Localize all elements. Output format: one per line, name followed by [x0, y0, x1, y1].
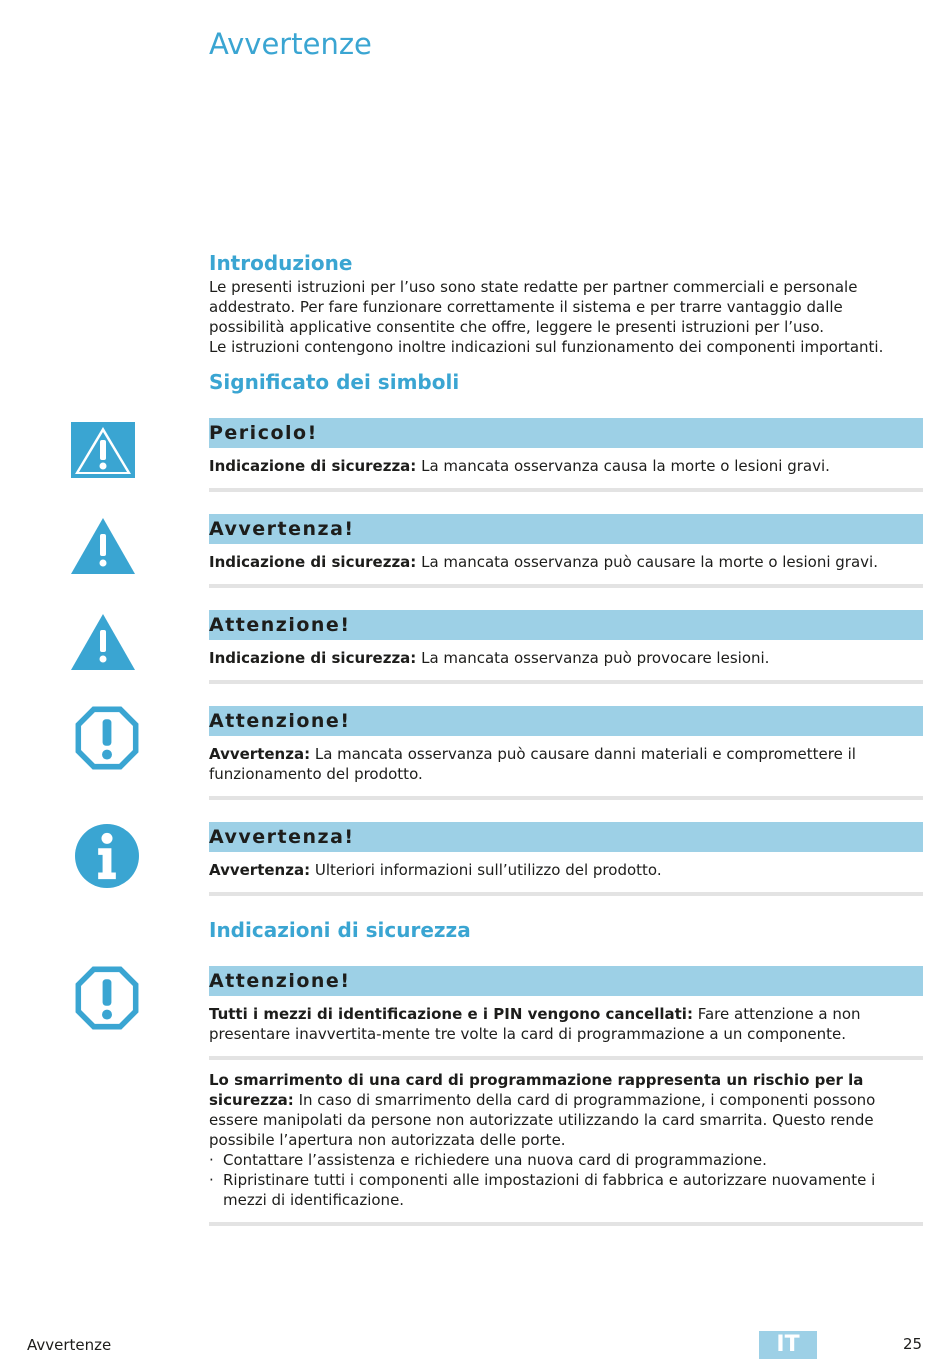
intro-paragraph-2: Le istruzioni contengono inoltre indicazioni sul funzionamento dei componenti importanti.	[209, 338, 884, 356]
symbol-description	[209, 456, 923, 476]
symbol-block-warning	[209, 514, 923, 588]
list-item: · Ripristinare tutti i componenti alle impostazioni di fabbrica e autorizzare nuovamente i mezzi di identificazione.	[209, 1170, 923, 1210]
symbol-text: La mancata osservanza può causare la morte o lesioni gravi.	[416, 553, 878, 571]
intro-paragraph-1: Le presenti istruzioni per l’uso sono state redatte per partner commerciali e personale addestrato. Per fare funzionare correttamente il sistema e per trarre vantaggio dalle possibilità applicative consentite che offre, leggere le presenti istruzioni per l’uso.	[209, 278, 858, 336]
separator	[209, 680, 923, 684]
page-title: Avvertenze	[209, 27, 372, 61]
danger-square-warning-icon	[71, 418, 135, 482]
safety-bullet-list	[209, 1150, 923, 1210]
symbol-text: Ulteriori informazioni sull’utilizzo del prodotto.	[310, 861, 662, 879]
safety-text-2: In caso di smarrimento della card di programmazione, i componenti possono essere manipolati da persone non autorizzate utilizzando la card smarrita. Questo rende possibile l’apertura non autorizzata delle porte.	[209, 1091, 876, 1149]
symbol-text: La mancata osservanza può provocare lesioni.	[416, 649, 770, 667]
symbol-label: Indicazione di sicurezza:	[209, 553, 417, 571]
safety-block	[209, 966, 923, 1226]
caution-triangle-icon	[71, 610, 135, 674]
symbol-description	[209, 744, 923, 784]
symbol-block-danger	[209, 418, 923, 492]
band-title: Attenzione!	[209, 610, 923, 640]
safety-heading: Indicazioni di sicurezza	[209, 918, 471, 942]
separator	[209, 1056, 923, 1060]
band-title: Attenzione!	[209, 966, 923, 996]
main-content	[209, 249, 923, 1226]
symbol-description	[209, 648, 923, 668]
safety-label-1: Tutti i mezzi di identificazione e i PIN vengono cancellati:	[209, 1005, 693, 1023]
octagon-exclamation-icon	[75, 966, 139, 1030]
separator	[209, 584, 923, 588]
band-title: Pericolo!	[209, 418, 923, 448]
band-title: Attenzione!	[209, 706, 923, 736]
band-title: Avvertenza!	[209, 822, 923, 852]
symbols-heading: Significato dei simboli	[209, 370, 460, 394]
safety-label-2: Lo smarrimento di una card di programmazione rappresenta un rischio per la sicurezza:	[209, 1071, 864, 1109]
separator	[209, 1222, 923, 1226]
symbol-description	[209, 552, 923, 572]
symbol-block-caution	[209, 610, 923, 684]
symbol-text: La mancata osservanza può causare danni materiali e compromettere il funzionamento del prodotto.	[209, 745, 856, 783]
info-circle-icon	[75, 824, 139, 888]
separator	[209, 488, 923, 492]
symbol-block-info	[209, 822, 923, 896]
symbol-description	[209, 860, 923, 880]
symbol-text: La mancata osservanza causa la morte o lesioni gravi.	[416, 457, 830, 475]
language-badge: IT	[759, 1331, 817, 1359]
page-number: 25	[903, 1335, 923, 1353]
separator	[209, 796, 923, 800]
octagon-exclamation-icon	[75, 706, 139, 770]
separator	[209, 892, 923, 896]
symbol-label: Avvertenza:	[209, 861, 311, 879]
symbol-label: Avvertenza:	[209, 745, 311, 763]
list-item: · Contattare l’assistenza e richiedere una nuova card di programmazione.	[209, 1150, 923, 1170]
footer-section-label: Avvertenze	[27, 1336, 112, 1354]
symbol-label: Indicazione di sicurezza:	[209, 649, 417, 667]
symbol-label: Indicazione di sicurezza:	[209, 457, 417, 475]
warning-triangle-icon	[71, 514, 135, 578]
symbol-block-notice	[209, 706, 923, 800]
band-title: Avvertenza!	[209, 514, 923, 544]
intro-heading: Introduzione	[209, 251, 353, 275]
safety-paragraph-1	[209, 1004, 923, 1044]
safety-paragraph-2	[209, 1070, 923, 1150]
safety-text-1: Fare attenzione a non presentare inavvertita-mente tre volte la card di programmazione a un componente.	[209, 1005, 861, 1043]
